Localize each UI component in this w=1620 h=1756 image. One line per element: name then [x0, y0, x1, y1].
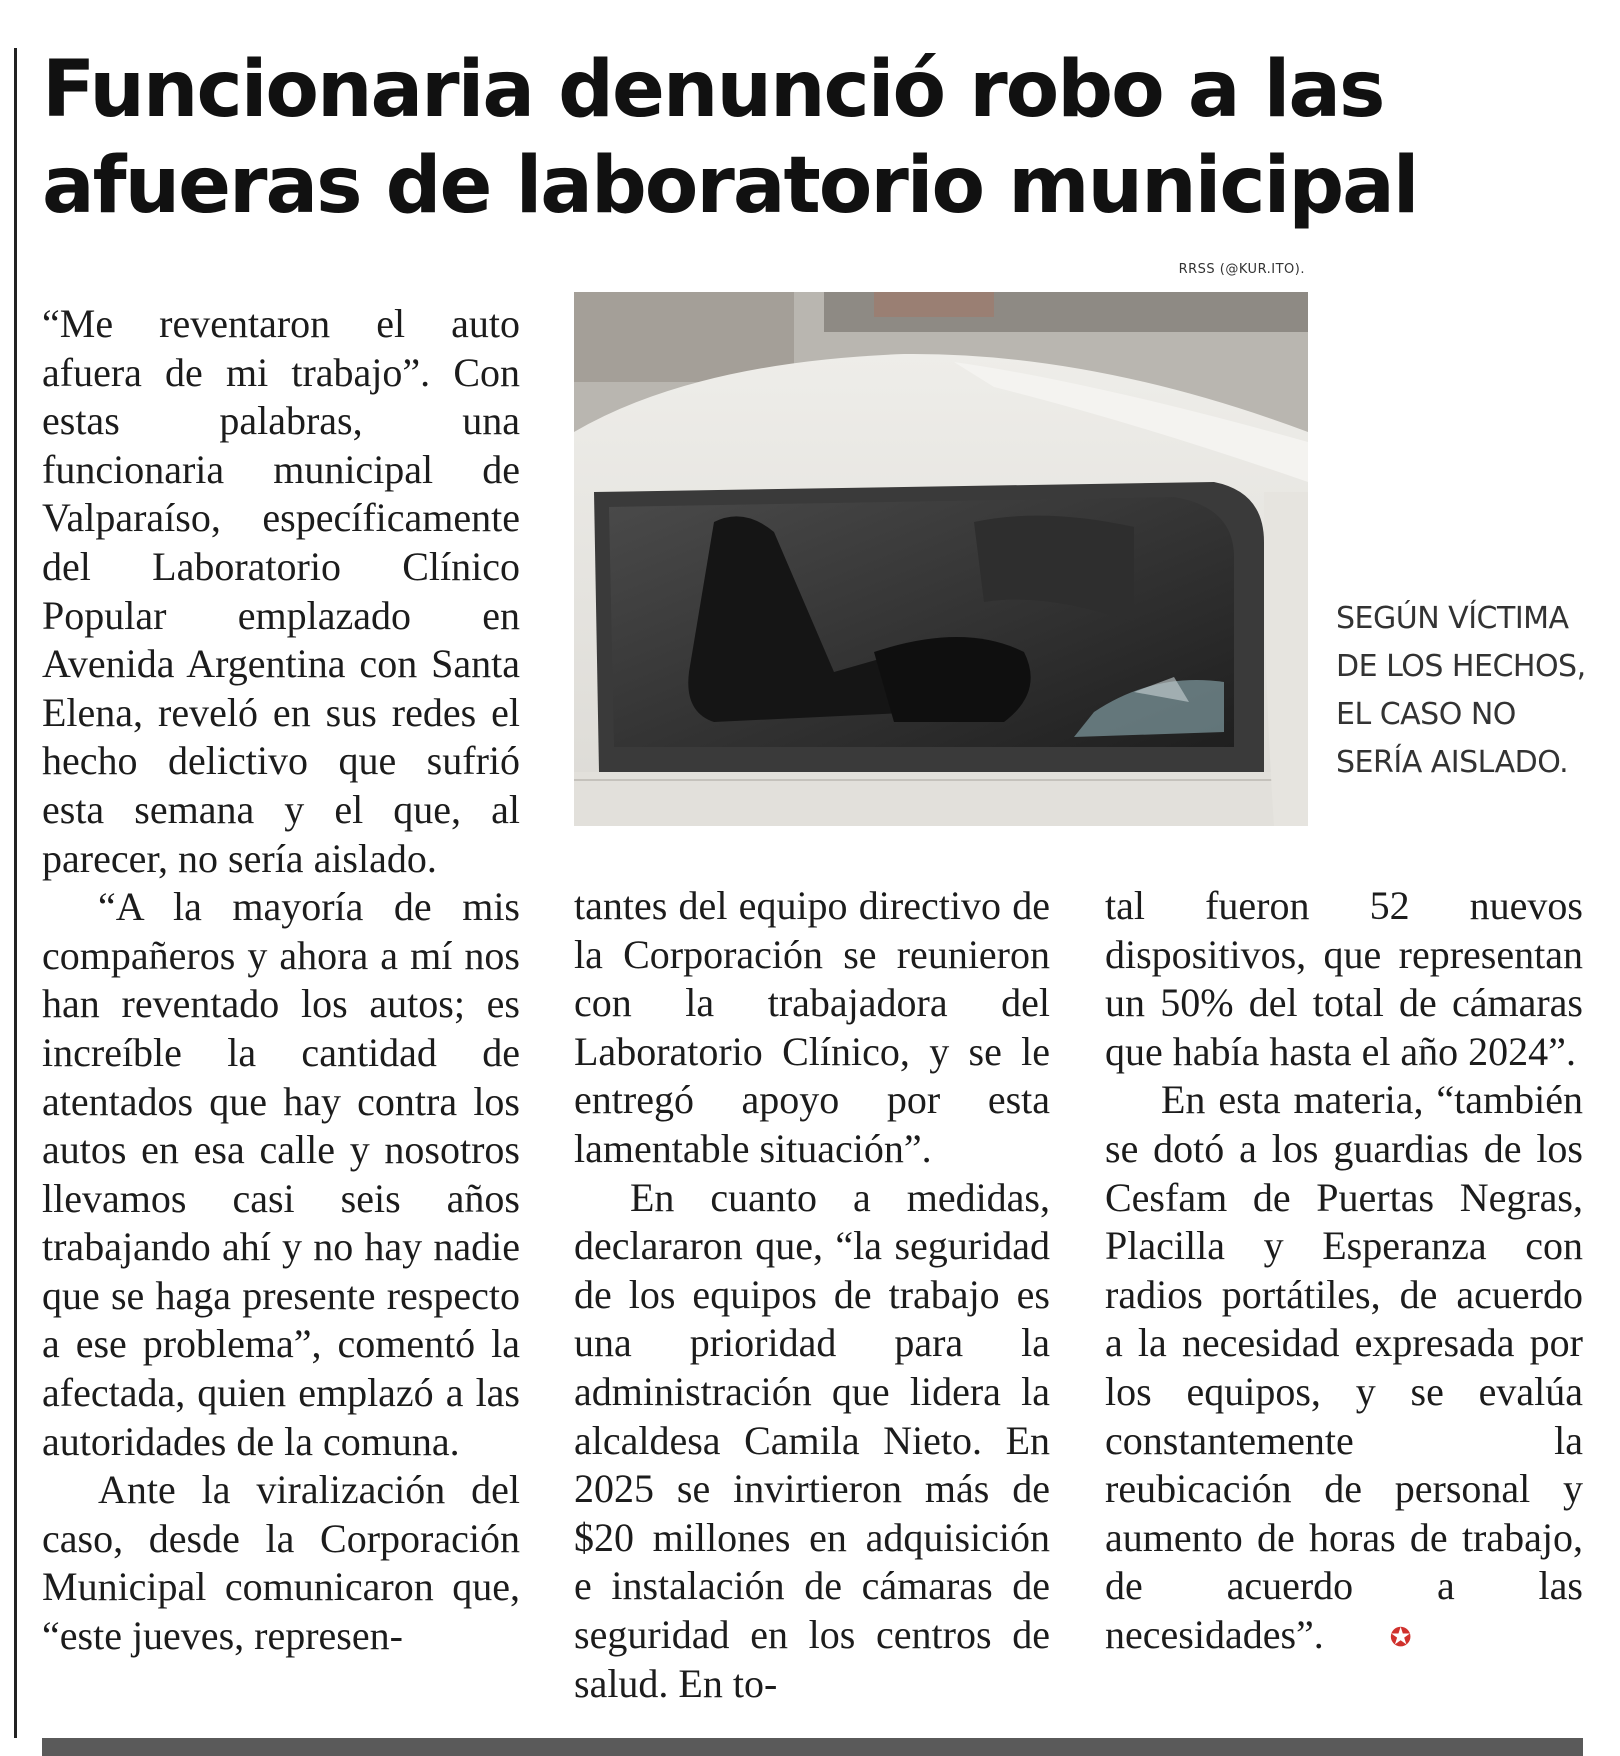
- article-column-1: [42, 300, 520, 1661]
- bottom-band: [42, 1738, 1583, 1756]
- end-of-article-icon: ✪: [1389, 1622, 1412, 1652]
- paragraph: “Me reventaron el auto afuera de mi trabajo”. Con estas palabras, una funcionaria municipal de Valparaíso, específicamente del Laboratorio Clínico Popular emplazado en Avenida Argentina con Santa Elena, reveló en sus redes el hecho delictivo que sufrió esta semana y el que, al parecer, no sería aislado.: [42, 301, 520, 881]
- paragraph: [1105, 1076, 1583, 1659]
- photo-credit: RRSS (@KUR.ITO).: [1178, 262, 1305, 277]
- article-column-3: [1105, 882, 1583, 1660]
- paragraph: “A la mayoría de mis compañeros y ahora a mí nos han reventado los autos; es increíble la cantidad de atentados que hay contra los autos en esa calle y nosotros llevamos casi seis años trabajando ahí y no hay nadie que se haga presente respecto a ese problema”, comentó la afectada, quien emplazó a las autoridades de la comuna.: [42, 884, 520, 1464]
- article-column-2: [574, 882, 1050, 1708]
- paragraph: Ante la viralización del caso, desde la Corporación Municipal comunicaron que, “este jueves, represen-: [42, 1467, 520, 1659]
- paragraph-text: En esta materia, “también se dotó a los guardias de los Cesfam de Puertas Negras, Placilla y Esperanza con radios portátiles, de acuerdo a la necesidad expresada por los equipos, y se evalúa constantemente la reubicación de personal y aumento de horas de trabajo, de acuerdo a las necesidades”.: [1105, 1077, 1583, 1657]
- left-column-rule: [14, 48, 17, 1738]
- paragraph: tal fueron 52 nuevos dispositivos, que representan un 50% del total de cámaras que había hasta el año 2024”.: [1105, 883, 1583, 1074]
- car-broken-window-photo: [574, 292, 1308, 826]
- paragraph: En cuanto a medidas, declararon que, “la seguridad de los equipos de trabajo es una prioridad para la administración que lidera la alcaldesa Camila Nieto. En 2025 se invirtieron más de $20 millones en adquisición e instalación de cámaras de seguridad en los centros de salud. En to-: [574, 1174, 1050, 1706]
- paragraph: tantes del equipo directivo de la Corporación se reunieron con la trabajadora del Laboratorio Clínico, y se le entregó apoyo por esta lamentable situación”.: [574, 883, 1050, 1171]
- headline: Funcionaria denunció robo a las afueras de laboratorio municipal: [42, 45, 1418, 231]
- photo-caption: SEGÚN VÍCTIMA DE LOS HECHOS, EL CASO NO SERÍA AISLADO.: [1336, 601, 1586, 780]
